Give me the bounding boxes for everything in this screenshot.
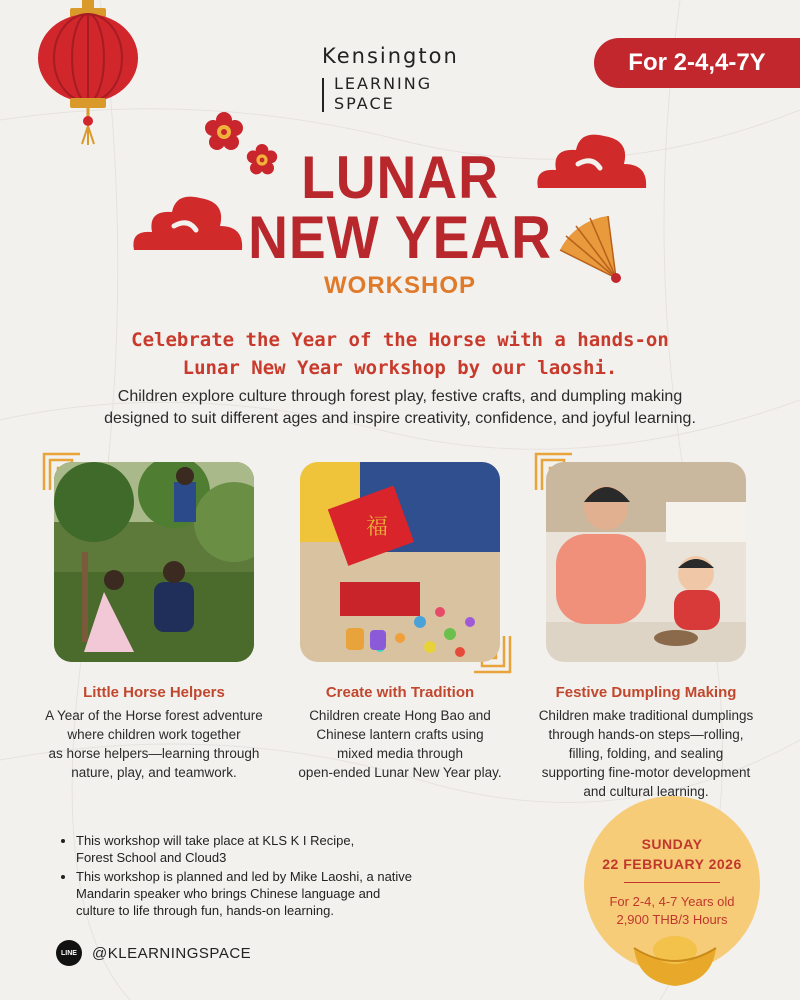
activity-line: mixed media through — [336, 746, 464, 761]
photo-lantern-crafts — [300, 462, 500, 662]
activity-title-horse-helpers: Little Horse Helpers — [83, 684, 225, 701]
activity-title-tradition: Create with Tradition — [325, 684, 475, 701]
headline — [60, 326, 740, 382]
activity-description — [29, 706, 279, 782]
age-badge: For 2-4,4-7Y — [594, 38, 800, 88]
brand-name: Kensington — [322, 44, 459, 68]
title-line2: NEW YEAR — [248, 204, 552, 271]
brand-subtitle-learning: LEARNING — [334, 74, 433, 93]
intro-text — [40, 386, 760, 430]
svg-text:福: 福 — [366, 515, 389, 540]
gold-ingot-icon — [630, 930, 720, 990]
lantern-icon — [36, 0, 140, 146]
activity-line: as horse helpers—learning through — [48, 746, 260, 761]
social-handle-text: @KLEARNINGSPACE — [92, 944, 252, 962]
workshop-details-list — [56, 832, 496, 921]
title-subtitle: WORKSHOP — [324, 272, 476, 299]
activity-description — [275, 706, 525, 782]
activity-description — [521, 706, 771, 801]
photo-dumpling-making — [546, 462, 746, 662]
intro-line1: Children explore culture through forest play, festive crafts, and dumpling making — [117, 388, 683, 405]
brand-subtitle-space: SPACE — [334, 94, 395, 113]
headline-line1: Celebrate the Year of the Horse with a hands-on — [131, 329, 669, 351]
event-ages: For 2-4, 4-7 Years old — [609, 894, 735, 909]
line-icon: LINE — [56, 940, 82, 966]
event-date: 22 FEBRUARY 2026 — [602, 856, 742, 872]
activity-line: where children work together — [67, 727, 241, 742]
activity-line: Children make traditional dumplings — [538, 708, 754, 723]
title-line1: LUNAR — [301, 144, 499, 211]
activity-line: supporting fine-motor development — [541, 765, 751, 780]
activity-line: nature, play, and teamwork. — [71, 765, 237, 780]
list-item-line: Forest School and Cloud3 — [76, 850, 227, 865]
list-item-line: Mandarin speaker who brings Chinese language and — [76, 886, 381, 901]
event-day: SUNDAY — [641, 836, 703, 852]
list-item — [76, 832, 496, 866]
intro-line2: designed to suit different ages and inspire creativity, confidence, and joyful learning. — [104, 410, 696, 427]
activity-line: and cultural learning. — [583, 784, 709, 799]
list-item — [76, 868, 496, 919]
activity-line: Children create Hong Bao and — [309, 708, 491, 723]
headline-line2: Lunar New Year workshop by our laoshi. — [182, 357, 618, 379]
photo-forest-play — [54, 462, 254, 662]
activity-line: Chinese lantern crafts using — [316, 727, 484, 742]
event-price: 2,900 THB/3 Hours — [616, 912, 728, 927]
activity-line: through hands-on steps—rolling, — [548, 727, 744, 742]
activity-title-dumplings: Festive Dumpling Making — [555, 684, 737, 701]
list-item-line: • This workshop will take place at KLS K I Recipe, — [76, 833, 355, 848]
social-handle — [56, 940, 251, 966]
logo-divider — [322, 78, 324, 112]
activity-line: open-ended Lunar New Year play. — [298, 765, 502, 780]
activity-line: A Year of the Horse forest adventure — [45, 708, 263, 723]
activity-line: filling, folding, and sealing — [568, 746, 724, 761]
list-item-line: • This workshop is planned and led by Mike Laoshi, a native — [76, 869, 413, 884]
date-divider — [624, 882, 720, 883]
list-item-line: culture to life through fun, hands-on learning. — [76, 903, 335, 918]
